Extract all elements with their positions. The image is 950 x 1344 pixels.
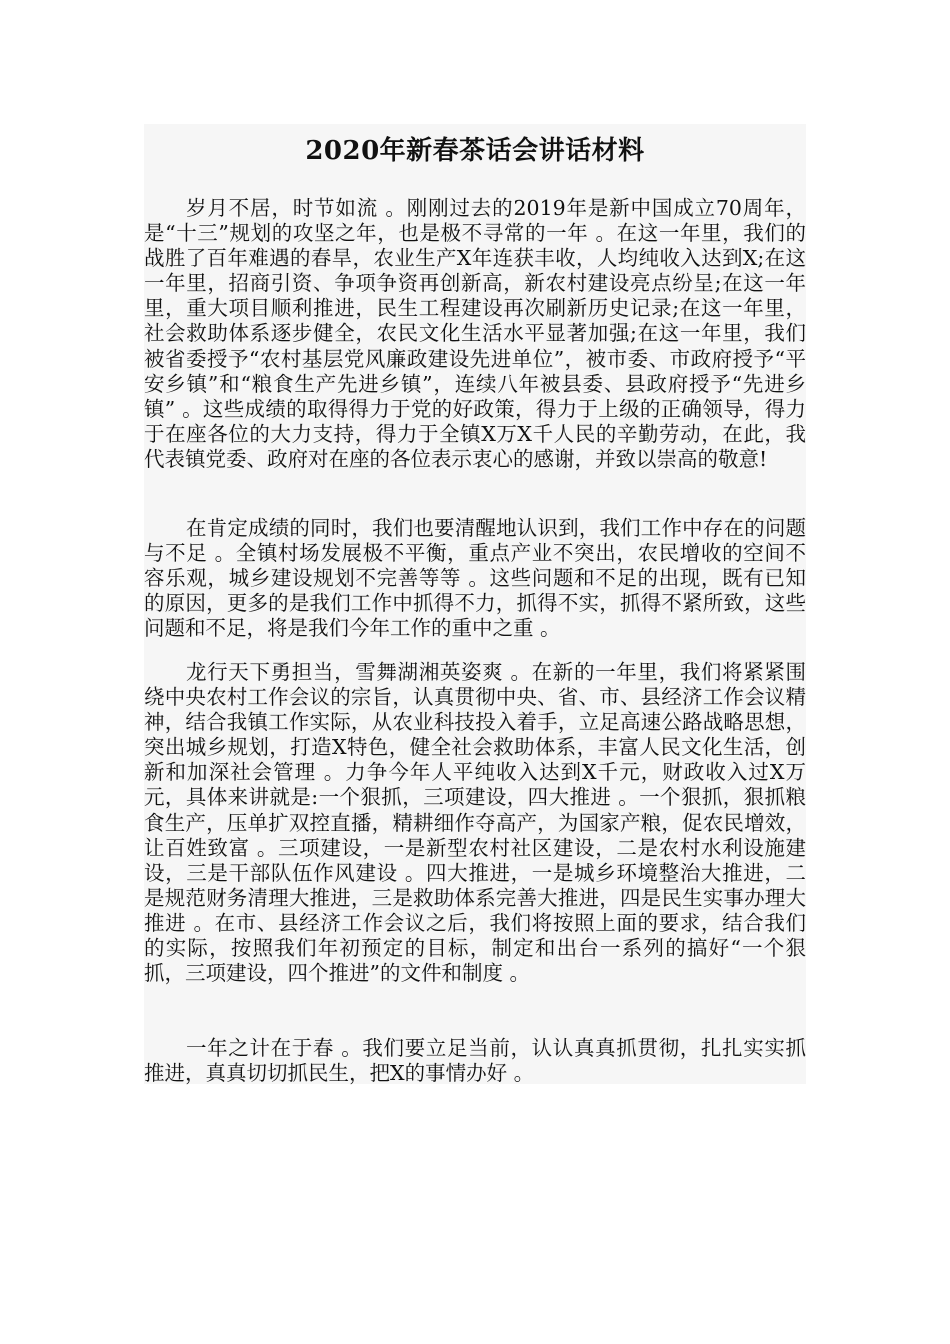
paragraph-closing: 一年之计在于春 。我们要立足当前，认认真真抓贯彻，扎扎实实抓推进，真真切切抓民生，把X的事情办好 。 — [144, 1036, 806, 1086]
paragraph-plans: 龙行天下勇担当，雪舞湖湘英姿爽 。在新的一年里，我们将紧紧围绕中央农村工作会议的宗旨，认真贯彻中央、省、市、县经济工作会议精神，结合我镇工作实际，从农业科技投入着手，立足高速公路战略思想，突出城乡规划，打造X特色，健全社会救助体系，丰富人民文化生活，创新和加深社会管理 。力争今年人平纯收入达到X千元，财政收入过X万元，具体来讲就是:一个狠抓，三项建设，四大推进 。一个狠抓，狠抓粮食生产，压单扩双控直播，精耕细作夺高产，为国家产粮，促农民增效，让百姓致富 。三项建设，一是新型农村社区建设，二是农村水利设施建设，三是干部队伍作风建设 。四大推进，一是城乡环境整治大推进，二是规范财务清理大推进，三是救助体系完善大推进，四是民生实事办理大推进 。在市、县经济工作会议之后，我们将按照上面的要求，结合我们的实际，按照我们年初预定的目标，制定和出台一系列的搞好“一个狠抓，三项建设，四个推进”的文件和制度 。 — [144, 660, 806, 986]
document-title: 2020年新春茶话会讲话材料 — [305, 136, 645, 166]
paragraph-achievements: 岁月不居，时节如流 。刚刚过去的2019年是新中国成立70周年，是“十三”规划的攻坚之年，也是极不寻常的一年 。在这一年里，我们的战胜了百年难遇的春旱，农业生产X年连获丰收，人均纯收入达到X;在这一年里，招商引资、争项争资再创新高，新农村建设亮点纷呈;在这一年里，重大项目顺利推进，民生工程建设再次刷新历史记录;在这一年里，社会救助体系逐步健全，农民文化生活水平显著加强;在这一年里，我们被省委授予“农村基层党风廉政建设先进单位”，被市委、市政府授予“平安乡镇”和“粮食生产先进乡镇”，连续八年被县委、县政府授予“先进乡镇” 。这些成绩的取得得力于党的好政策，得力于上级的正确领导，得力于在座各位的大力支持，得力于全镇X万X千人民的辛勤劳动，在此，我代表镇党委、政府对在座的各位表示衷心的感谢，并致以崇高的敬意! — [144, 196, 806, 471]
paragraph-shortcomings: 在肯定成绩的同时，我们也要清醒地认识到，我们工作中存在的问题与不足 。全镇村场发展极不平衡，重点产业不突出，农民增收的空间不容乐观，城乡建设规划不完善等等 。这些问题和不足的出现，既有已知的原因，更多的是我们工作中抓得不力，抓得不实，抓得不紧所致，这些问题和不足，将是我们今年工作的重中之重 。 — [144, 516, 806, 641]
